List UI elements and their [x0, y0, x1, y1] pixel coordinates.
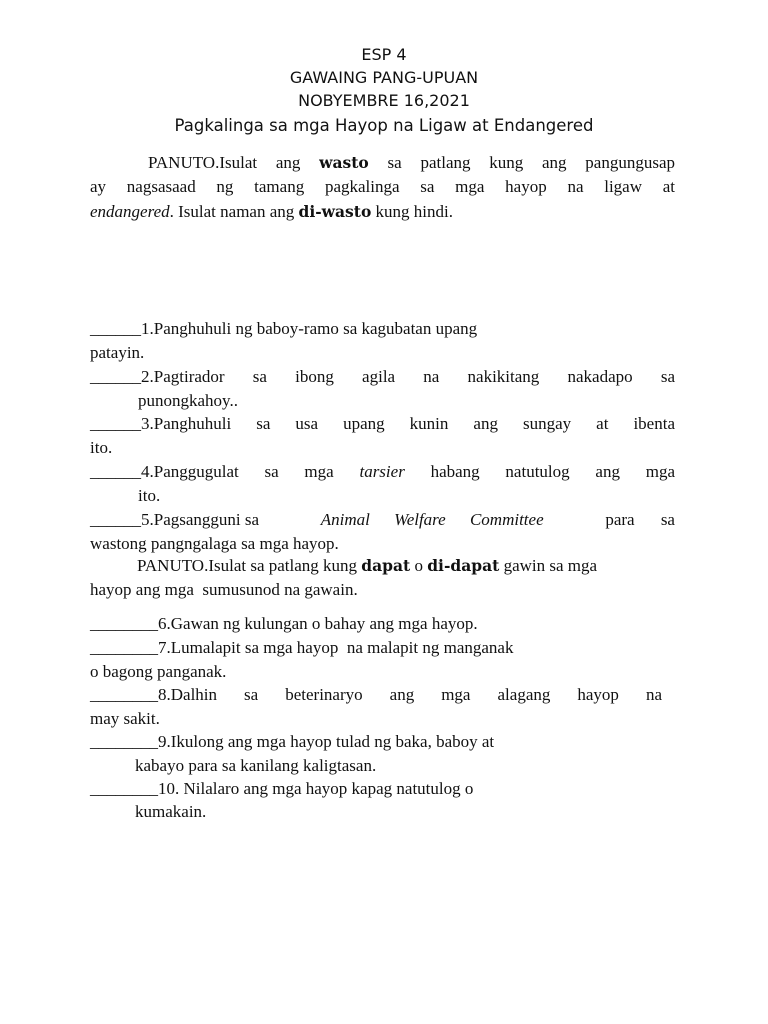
- item-1-cont: patayin.: [90, 343, 145, 362]
- instr-bold: di-wasto: [298, 202, 372, 221]
- item-5: [90, 510, 675, 530]
- item-7: ________7.Lumalapit sa mga hayop na malapit ng manganak: [90, 638, 514, 657]
- item-text: habang natutulog ang mga: [404, 462, 675, 481]
- item-6: ________6.Gawan ng kulungan o bahay ang mga hayop.: [90, 614, 478, 633]
- instr-bold: wasto: [319, 153, 369, 172]
- item-3: ______3.Panghuhuli sa usa upang kunin ang sungay at ibenta: [90, 414, 675, 433]
- instr-text: kung hindi.: [371, 202, 453, 221]
- item-text: para sa: [605, 510, 675, 529]
- instr-text: PANUTO.Isulat sa patlang kung: [137, 556, 362, 575]
- instr-text: gawin sa mga: [499, 556, 598, 575]
- item-4: [90, 462, 675, 482]
- item-9: ________9.Ikulong ang mga hayop tulad ng baka, baboy at: [90, 732, 495, 751]
- item-italic: Animal Welfare Committee: [320, 510, 544, 529]
- item-italic: tarsier: [359, 462, 405, 481]
- instr-text: o: [410, 556, 428, 575]
- item-9-cont: kabayo para sa kanilang kaligtasan.: [135, 756, 377, 775]
- instr-text: PANUTO.Isulat ang: [148, 153, 320, 172]
- item-3-cont: ito.: [90, 438, 113, 457]
- instr-text: sa patlang kung ang pangungusap: [368, 153, 675, 172]
- item-10-cont: kumakain.: [135, 802, 207, 821]
- instr-italic: endangered: [90, 202, 170, 221]
- date-title: NOBYEMBRE 16,2021: [298, 91, 470, 110]
- activity-title: GAWAING PANG-UPUAN: [289, 68, 479, 87]
- item-1: ______1.Panghuhuli ng baboy-ramo sa kagubatan upang: [90, 319, 478, 338]
- item-text: ______4.Panggugulat sa mga: [90, 462, 360, 481]
- subject-title: ESP 4: [361, 45, 407, 64]
- topic-title: Pagkalinga sa mga Hayop na Ligaw at Endangered: [174, 116, 594, 135]
- item-7-cont: o bagong panganak.: [90, 662, 227, 681]
- instr-bold: di-dapat: [427, 556, 500, 575]
- item-10: ________10. Nilalaro ang mga hayop kapag natutulog o: [90, 779, 474, 798]
- instr-text: hayop ang mga sumusunod na gawain.: [90, 580, 358, 599]
- item-8-cont: may sakit.: [90, 709, 160, 728]
- item-8: ________8.Dalhin sa beterinaryo ang mga alagang hayop na: [90, 685, 662, 704]
- item-4-cont: ito.: [138, 486, 161, 505]
- item-2-cont: punongkahoy..: [138, 391, 238, 410]
- instr-text: ay nagsasaad ng tamang pagkalinga sa mga hayop na ligaw at: [90, 177, 675, 196]
- instr-text: . Isulat naman ang: [169, 202, 299, 221]
- item-2: ______2.Pagtirador sa ibong agila na nakikitang nakadapo sa: [90, 367, 675, 386]
- instr-bold: dapat: [361, 556, 411, 575]
- item-5-cont: wastong pangngalaga sa mga hayop.: [90, 534, 339, 553]
- item-text: ______5.Pagsangguni sa: [90, 510, 260, 529]
